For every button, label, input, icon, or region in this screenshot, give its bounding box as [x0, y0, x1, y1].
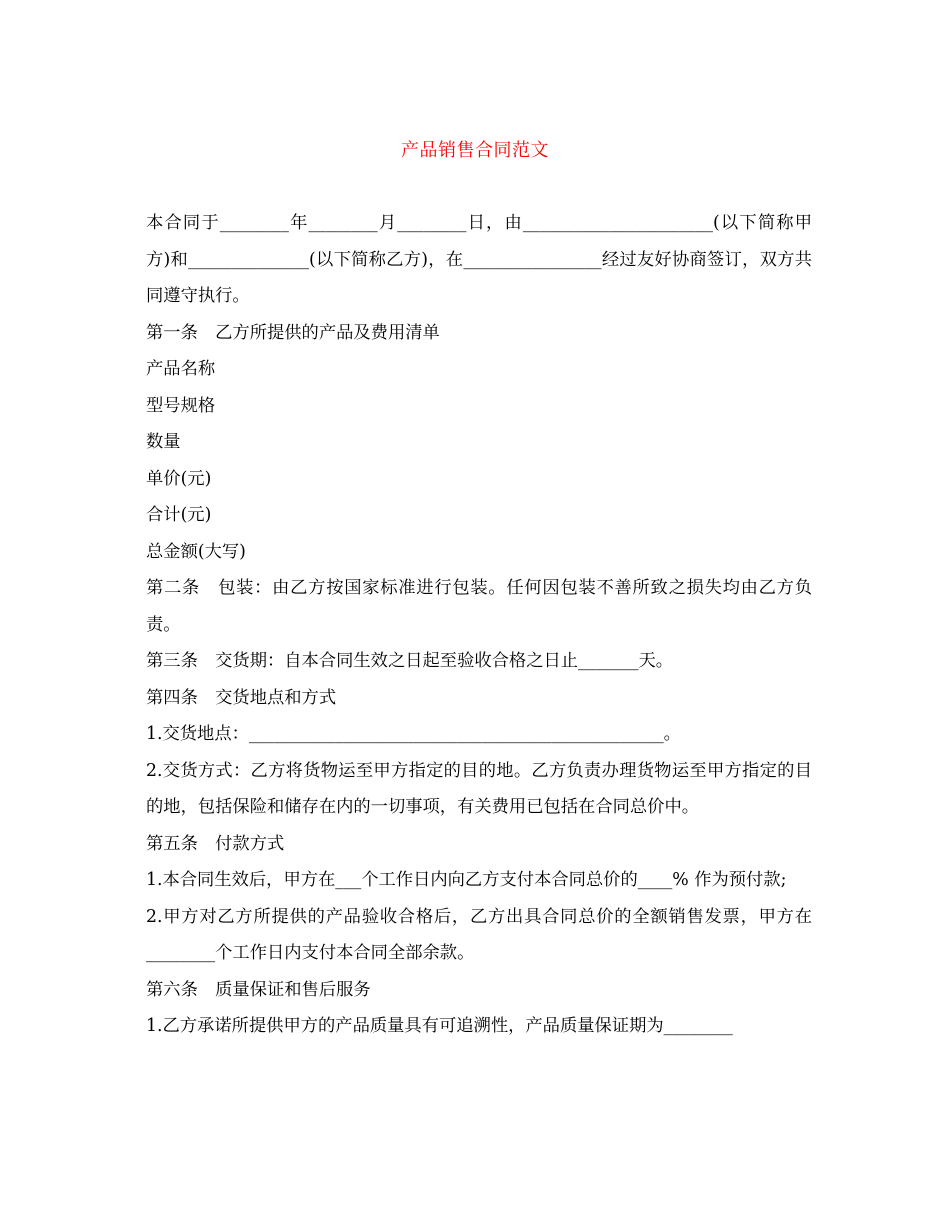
document-title: 产品销售合同范文 [401, 140, 549, 161]
paragraph-article-5-heading: 第五条 付款方式 [146, 833, 285, 854]
paragraph-article-2: 第二条 包装：由乙方按国家标准进行包装。任何因包装不善所致之损失均由乙方负责。 [146, 578, 812, 635]
paragraph-article-3: 第三条 交货期：自本合同生效之日起至验收合格之日止_______天。 [146, 651, 674, 671]
document-body [146, 205, 812, 1045]
paragraph-quantity: 数量 [146, 432, 181, 452]
paragraph-advance-payment: 1.本合同生效后，甲方在___个工作日内向乙方支付本合同总价的____% 作为预付款; [146, 870, 787, 890]
paragraph-model-spec: 型号规格 [146, 395, 216, 416]
paragraph-delivery-method: 2.交货方式：乙方将货物运至甲方指定的目的地。乙方负责办理货物运至甲方指定的目的地，包括保险和储存在内的一切事项，有关费用已包括在合同总价中。 [146, 760, 812, 817]
paragraph-product-name: 产品名称 [146, 359, 216, 379]
paragraph-article-4-heading: 第四条 交货地点和方式 [146, 687, 337, 708]
paragraph-article-1-heading: 第一条 乙方所提供的产品及费用清单 [146, 322, 440, 343]
paragraph-article-6-heading: 第六条 质量保证和售后服务 [146, 979, 371, 1000]
paragraph-final-payment: 2.甲方对乙方所提供的产品验收合格后，乙方出具合同总价的全额销售发票，甲方在________个工作日内支付本合同全部余款。 [146, 906, 812, 963]
paragraph-subtotal: 合计(元) [146, 505, 212, 525]
paragraph-intro: 本合同于________年________月________日，由______________________(以下简称甲方)和______________(以下简称乙方)，在________________经过友好协商签订，双方共同遵守执行。 [146, 213, 812, 306]
paragraph-quality-warranty: 1.乙方承诺所提供甲方的产品质量具有可追溯性，产品质量保证期为________ [146, 1016, 733, 1036]
paragraph-delivery-place: 1.交货地点：________________________________________________。 [146, 724, 681, 744]
paragraph-total-amount: 总金额(大写) [146, 541, 246, 562]
paragraph-unit-price: 单价(元) [146, 468, 212, 489]
